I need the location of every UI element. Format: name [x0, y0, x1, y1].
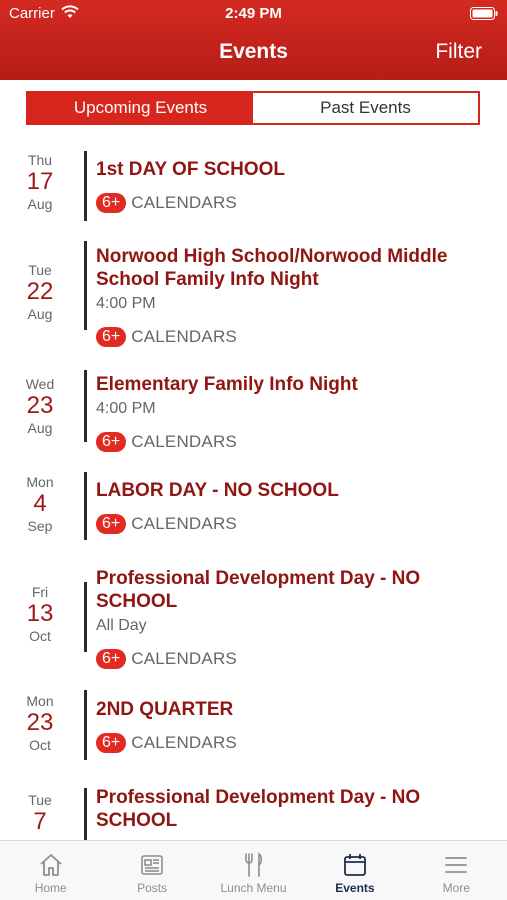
event-date: [0, 152, 80, 212]
event-weekday: Tue: [28, 262, 52, 278]
calendar-icon: [341, 851, 369, 879]
event-calendars[interactable]: [96, 193, 486, 213]
event-divider: [84, 690, 87, 760]
status-bar: [0, 0, 507, 28]
event-time: 4:00 PM: [96, 295, 156, 312]
tab-events[interactable]: [304, 841, 405, 900]
event-calendars[interactable]: [96, 649, 486, 669]
event-weekday: Wed: [25, 376, 55, 392]
event-divider: [84, 151, 87, 221]
event-date: [0, 376, 80, 436]
event-weekday: Fri: [31, 584, 49, 600]
filter-button[interactable]: Filter: [435, 40, 482, 63]
event-title[interactable]: Professional Development Day - NO SCHOOL: [96, 568, 421, 612]
tab-lunch-menu[interactable]: [203, 841, 304, 900]
tab-posts[interactable]: [101, 841, 202, 900]
event-title[interactable]: LABOR DAY - NO SCHOOL: [96, 480, 339, 501]
event-weekday: Mon: [26, 474, 54, 490]
calendars-label: CALENDARS: [131, 649, 237, 668]
event-month: Aug: [27, 420, 53, 436]
carrier-label: Carrier: [9, 5, 55, 22]
event-title[interactable]: Professional Development Day - NO SCHOOL: [96, 787, 421, 831]
newspaper-icon: [138, 851, 166, 879]
tab-upcoming-events[interactable]: Upcoming Events: [28, 93, 253, 123]
calendars-label: CALENDARS: [131, 514, 237, 533]
events-segmented-control: [26, 91, 480, 125]
event-month: Oct: [29, 628, 51, 644]
tab-more[interactable]: [406, 841, 507, 900]
event-divider: [84, 472, 87, 540]
event-calendars[interactable]: [96, 733, 486, 753]
event-weekday: Mon: [26, 693, 54, 709]
calendars-label: CALENDARS: [131, 193, 237, 212]
status-clock: 2:49 PM: [225, 5, 282, 22]
event-time: All Day: [96, 617, 147, 634]
tab-label: More: [442, 881, 470, 895]
event-day: 17: [26, 168, 54, 195]
tab-label: Posts: [137, 881, 168, 895]
battery-icon: [470, 7, 498, 25]
tab-bar: [0, 840, 507, 900]
event-weekday: Tue: [28, 792, 52, 808]
event-divider: [84, 241, 87, 330]
event-calendars[interactable]: [96, 327, 486, 347]
calendar-count-badge: 6+: [96, 193, 126, 213]
event-title[interactable]: 2ND QUARTER: [96, 699, 234, 720]
calendar-count-badge: 6+: [96, 327, 126, 347]
page-title: Events: [219, 40, 288, 63]
event-day: 22: [26, 278, 54, 305]
tab-past-events[interactable]: Past Events: [253, 93, 478, 123]
event-title[interactable]: 1st DAY OF SCHOOL: [96, 159, 285, 180]
menu-icon: [442, 851, 470, 879]
event-day: 4: [33, 490, 47, 517]
event-divider: [84, 582, 87, 652]
event-day: 7: [33, 808, 47, 835]
event-month: Aug: [27, 196, 53, 212]
event-title[interactable]: Norwood High School/Norwood Middle School Family Info Night: [96, 246, 448, 290]
event-divider: [84, 788, 87, 840]
calendars-label: CALENDARS: [131, 432, 237, 451]
event-day: 23: [26, 392, 54, 419]
tab-home[interactable]: [0, 841, 101, 900]
tab-label: Lunch Menu: [220, 881, 287, 895]
event-date: [0, 584, 80, 644]
utensils-icon: [240, 851, 268, 879]
calendar-count-badge: 6+: [96, 432, 126, 452]
calendar-count-badge: 6+: [96, 649, 126, 669]
event-month: Oct: [29, 737, 51, 753]
event-date: [0, 262, 80, 322]
event-weekday: Thu: [27, 152, 53, 168]
calendar-count-badge: 6+: [96, 733, 126, 753]
app-header: [0, 0, 507, 80]
event-calendars[interactable]: [96, 432, 486, 452]
calendar-count-badge: 6+: [96, 514, 126, 534]
event-divider: [84, 370, 87, 442]
event-month: Aug: [27, 306, 53, 322]
event-date: [0, 792, 80, 836]
event-day: 13: [26, 600, 54, 627]
home-icon: [37, 851, 65, 879]
event-calendars[interactable]: [96, 514, 486, 534]
calendars-label: CALENDARS: [131, 733, 237, 752]
tab-label: Events: [335, 881, 375, 895]
event-list[interactable]: [0, 140, 507, 840]
event-date: [0, 474, 80, 534]
event-day: 23: [26, 709, 54, 736]
tab-label: Home: [34, 881, 67, 895]
event-title[interactable]: Elementary Family Info Night: [96, 374, 358, 395]
event-time: 4:00 PM: [96, 400, 156, 417]
event-date: [0, 693, 80, 753]
event-month: Sep: [27, 518, 53, 534]
calendars-label: CALENDARS: [131, 327, 237, 346]
